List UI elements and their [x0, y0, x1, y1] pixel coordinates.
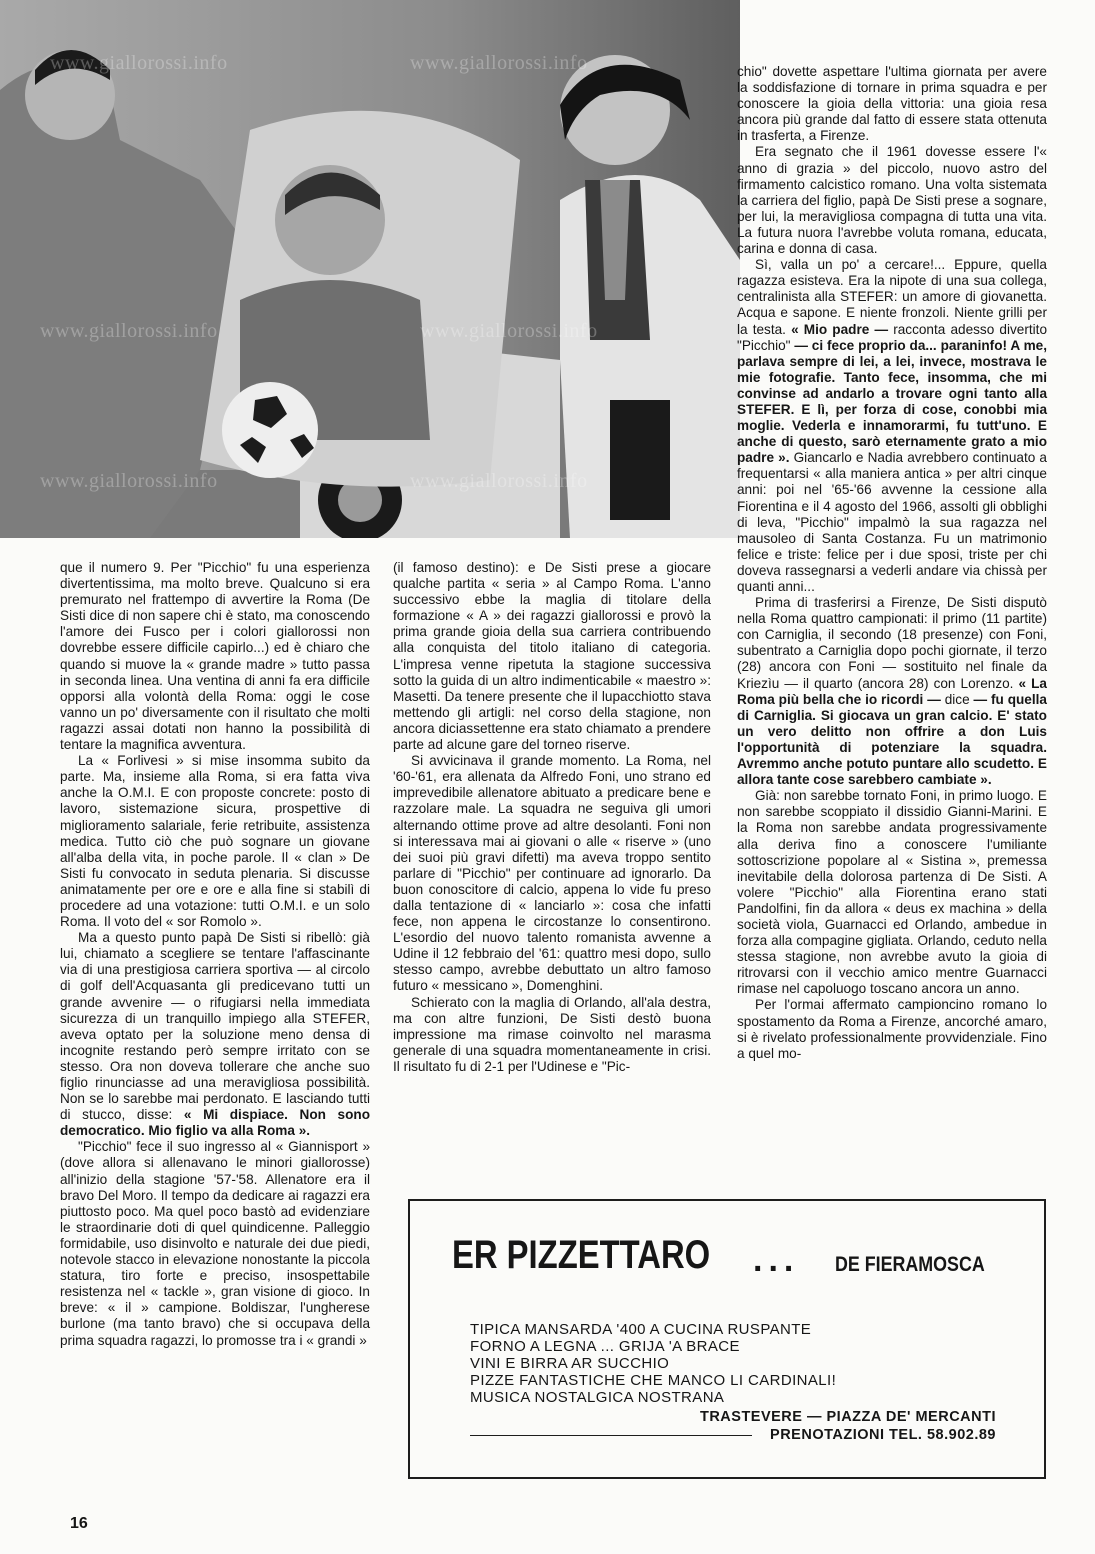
restaurant-advertisement — [408, 1199, 1046, 1479]
article-paragraph: Per l'ormai affermato campioncino romano lo spostamento da Roma a Firenze, ancorché amaro, si è rivelato professionalmente provvidenziale. Fino a quel mo- — [737, 997, 1047, 1061]
article-column-3 — [737, 64, 1047, 1062]
ad-line: TIPICA MANSARDA '400 A CUCINA RUSPANTE — [470, 1321, 812, 1338]
photo-illustration — [0, 0, 740, 538]
ad-line: VINI E BIRRA AR SUCCHIO — [470, 1355, 670, 1372]
ad-description — [470, 1321, 836, 1406]
article-column-2 — [393, 560, 711, 1075]
article-column-1 — [60, 560, 370, 1349]
ad-subtitle: DE FIERAMOSCA — [835, 1253, 985, 1276]
ad-dots: ... — [753, 1241, 800, 1279]
watermark: www.giallorossi.info — [420, 320, 598, 342]
ad-line: MUSICA NOSTALGICA NOSTRANA — [470, 1389, 725, 1406]
ad-location: TRASTEVERE — PIAZZA DE' MERCANTI — [699, 1409, 996, 1425]
ad-phone: PRENOTAZIONI TEL. 58.902.89 — [770, 1427, 996, 1443]
article-paragraph: (il famoso destino): e De Sisti prese a giocare qualche partita « seria » al Campo Roma. L'anno successivo ebbe la maglia di titolare della formazione « A » dei ragazzi giallorossi e provò la prima grande gioia della sua carriera contribuendo alla conquista del titolo italiano di categoria. L'impresa venne ripetuta la stagione successiva sotto la guida di un altro indimenticabile « maestro »: Masetti. Da tenere presente che il lupacchiotto stava mettendo gli artigli: nel corso della stagione, non ancora diciassettenne era stato chiamato a prendere parte ad alcune gare del torneo riserve. — [393, 560, 711, 753]
watermark: www.giallorossi.info — [40, 320, 218, 342]
article-paragraph: que il numero 9. Per "Picchio" fu una esperienza divertentissima, ma molto breve. Qualcuno si era premurato nel frattempo di avvertire la Roma (De Sisti dice di non sapere chi è stato, ma conoscendo l'amore dei Fusco per i colori giallorossi non dovrebbe essere difficile capirlo...) ed è chiaro che quando si muove la « grande madre » tutto passa in seconda linea. Una ventina di anni fa era difficile opporsi alla volontà della Roma: oggi le cose vanno un po' diversamente con il risultato che molti ragazzi assai dotati non hanno la possibilità di tentare la magnifica avventura. — [60, 560, 370, 753]
article-paragraph: Schierato con la maglia di Orlando, all'ala destra, ma con altre funzioni, De Sisti destò buona impressione ma rimase coinvolto nel marasma generale di una squadra momentaneamente in crisi. Il risultato fu di 2-1 per l'Udinese e "Pic- — [393, 994, 711, 1074]
article-paragraph: Era segnato che il 1961 dovesse essere l'« anno di grazia » del piccolo, nuovo astro del firmamento calcistico romano. Una volta sistemata la carriera del figlio, papà De Sisti prese a sognare, per lui, la meravigliosa compagna di tutta una vita. La futura nuora l'avrebbe voluta romana, educata, carina e donna di casa. — [737, 144, 1047, 257]
ad-title: ER PIZZETTARO — [452, 1233, 711, 1277]
ad-line: FORNO A LEGNA ... GRIJA 'A BRACE — [470, 1338, 740, 1355]
article-paragraph: Già: non sarebbe tornato Foni, in primo luogo. E non sarebbe scoppiato il dissidio Gianni-Marini. E la Roma non sarebbe andata progressivamente alla deriva fino a conoscere l'umiliante sottoscrizione popolare al « Sistina », premessa inevitabile della dolorosa partenza di De Sisti. A volere "Picchio" alla Fiorentina erano stati Pandolfini, fin da allora « deus ex machina » della società viola, Guarnacci ed Orlando, ambedue in forza alla compagine gigliata. Orlando, ceduto nella stessa stagione, non avrebbe avuto la gioia di ritrovarsi con il vecchio amico mentre Guarnacci rimase nel capoluogo toscano ancora un anno. — [737, 788, 1047, 997]
article-paragraph: Ma a questo punto papà De Sisti si ribellò: già lui, chiamato a scegliere se tentare l'affascinante via di una prestigiosa carriera sportiva — al circolo di golf dell'Acquasanta gli predicevano tutti un grande avvenire — o rifugiarsi nella immediata sicurezza di un tranquillo impiego alla STEFER, aveva optato per la soluzione meno densa di incognite restando però sempre irritato con se stesso. Ora non doveva tollerare che anche suo figlio rinunciasse ad una meravigliosa possibilità. Non se lo sarebbe mai perdonato. E lasciando tutti di stucco, disse: « Mi dispiace. Non sono democratico. Mio figlio va alla Roma ». — [60, 930, 370, 1139]
article-paragraph: "Picchio" fece il suo ingresso al « Giannisport » (dove allora si allenavano le minori giallorosse) all'inizio della stagione '57-'58. Allenatore era il bravo Del Moro. Il tempo da dedicare ai ragazzi era piuttosto poco. Ma quel poco bastò ad evidenziare le straordinarie doti di quel quindicenne. Palleggio formidabile, uso disinvolto e naturale dei due piedi, notevole stacco in elevazione nonostante la piccola statura, tiro forte e preciso, insospettabile resistenza nel « tackle », gran visione di gioco. In breve: « il » campione. Boldiszar, l'ungherese burlone (ma tanto bravo) che si occupava della prima squadra ragazzi, lo promosse tra i « grandi » — [60, 1139, 370, 1348]
article-paragraph: Sì, valla un po' a cercare!... Eppure, quella ragazza esisteva. Era la nipote di una sua collega, centralinista alla STEFER: un amore di giovanetta. Acqua e sapone. E niente fronzoli. Niente grilli per la testa. « Mio padre — racconta adesso divertito "Picchio" — ci fece proprio da... paraninfo! A me, parlava sempre di lei, a lei, invece, mostrava le mie fotografie. Tanto fece, insomma, che mi convinse ad andarlo a trovare ogni tanto alla STEFER. E lì, per forza di cose, conobbi mia moglie. Vederla e innamorarmi, fu tutt'uno. E anche di questo, sarò eternamente grato a mio padre ». Giancarlo e Nadia avrebbero continuato a frequentarsi « alla maniera antica » per altri cinque anni: poi nel '65-'66 avvenne la cessione alla Fiorentina e il 4 agosto del 1966, assolti gli obblighi di leva, "Picchio" impalmò la sua ragazza nel mausoleo di Santa Costanza. Fu un matrimonio felice e triste: felice per i due sposi, triste per chi doveva rassegnarsi a vederli andare via chissà per quanti anni... — [737, 257, 1048, 594]
article-paragraph: chio" dovette aspettare l'ultima giornata per avere la soddisfazione di tornare in prima squadra e per conoscere la gioia della vittoria: una gioia resa ancora più grande dal fatto di essere stata ottenuta in trasferta, a Firenze. — [737, 64, 1047, 144]
watermark: www.giallorossi.info — [410, 52, 588, 74]
watermark: www.giallorossi.info — [50, 52, 228, 74]
page-number: 16 — [70, 1515, 88, 1532]
ad-line: PIZZE FANTASTICHE CHE MANCO LI CARDINALI! — [470, 1372, 837, 1389]
article-paragraph: Si avvicinava il grande momento. La Roma, nel '60-'61, era allenata da Alfredo Foni, uno strano ed imprevedibile allenatore abituato a predicare bene e razzolare male. La squadra ne seguiva gli umori alternando ottime prove ad altre desolanti. Foni non si interessava mai ai giovani o alle « riserve » (uno dei suoi più gravi difetti) ma aveva troppo sentito parlare di "Picchio" per continuare ad ignorarlo. Da buon conoscitore di calcio, appena lo vide fu preso dalla tentazione di « lanciarlo »: cosa che infatti fece, non appena le circostanze lo consentirono. L'esordio del nuovo talento romanista avvenne a Udine il 12 febbraio del '61: quattro mesi dopo, sullo stesso campo, avrebbe debuttato un altro famoso futuro « messicano », Domenghini. — [393, 753, 711, 994]
article-paragraph: La « Forlivesi » si mise insomma subito da parte. Ma, insieme alla Roma, si era fatta viva anche la O.M.I. E con proposte concrete: posto di lavoro, sistemazione sicura, prospettive di miglioramento salariale, ferie retribuite, assistenza medica. Tutto ciò che può sognare un giovane all'alba della vita, in poche parole. Il « clan » De Sisti fu convocato in seduta plenaria. Si discusse animatamente per ore e ore e alla fine si stabilì di procedere ad una votazione: tutti O.M.I. e un solo Roma. Il voto del « sor Romolo ». — [60, 753, 370, 930]
watermark: www.giallorossi.info — [410, 470, 588, 492]
ad-divider — [470, 1435, 752, 1436]
article-paragraph: Prima di trasferirsi a Firenze, De Sisti disputò nella Roma quattro campionati: il primo (11 partite) con Carniglia, il secondo (18 presenze) con Foni, subentrato a Carniglia dopo pochi giornate, il terzo (28) ancora con Foni — sostituito nel finale da Kriezìu — il quarto (ancora 28) con Lorenzo. « La Roma più bella che io ricordi — dice — fu quella di Carniglia. Si giocava un gran calcio. E' stato un vero delitto non offrire a don Luis l'opportunità di potenziare la squadra. Avremmo anche potuto puntare allo scudetto. E allora tante cose sarebbero cambiate ». — [737, 595, 1047, 788]
ad-contact — [700, 1408, 996, 1444]
article-photo — [0, 0, 740, 538]
watermark: www.giallorossi.info — [40, 470, 218, 492]
